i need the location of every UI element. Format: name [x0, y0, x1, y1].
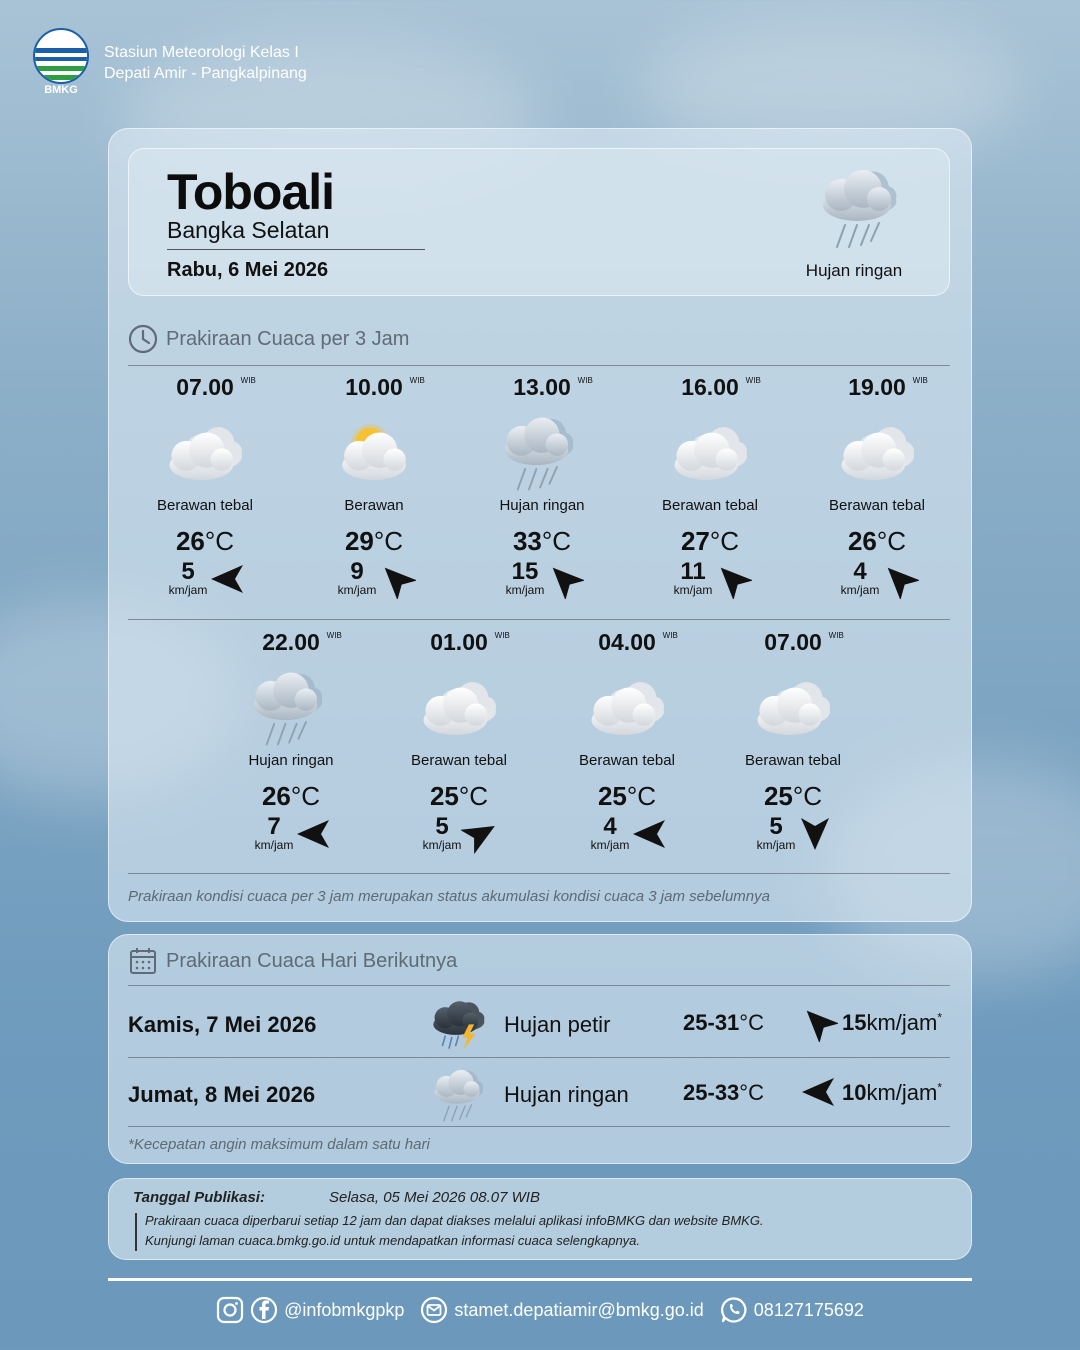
wind-direction-arrow-icon [629, 814, 669, 854]
hourly-slot [125, 374, 285, 599]
social-contact[interactable] [216, 1296, 404, 1324]
slot-condition: Hujan ringan [499, 497, 585, 514]
light-rain-icon [243, 666, 339, 750]
wind-unit: km/jam [590, 838, 630, 852]
day-wind: 15km/jam* [842, 1010, 943, 1035]
wind-unit: km/jam [254, 838, 294, 852]
slot-time: 19.00 WIB [848, 374, 928, 400]
wind-speed: 9 [350, 558, 364, 585]
slot-temperature: 26°C [175, 526, 235, 556]
station-line1: Stasiun Meteorologi Kelas I [104, 44, 299, 61]
daily-title-text: Prakiraan Cuaca Hari Berikutnya [166, 949, 458, 972]
slot-time: 10.00 WIB [345, 374, 425, 400]
hourly-section-title [128, 324, 409, 354]
slot-temperature: 33°C [512, 526, 572, 556]
wind-unit: km/jam [337, 583, 377, 597]
day-date: Kamis, 7 Mei 2026 [128, 1012, 317, 1037]
divider [128, 619, 950, 620]
slot-temperature: 27°C [680, 526, 740, 556]
email-icon [420, 1296, 448, 1324]
slot-time: 22.00 WIB [262, 629, 342, 655]
phone-number: 08127175692 [753, 1299, 864, 1320]
footer-divider [108, 1278, 972, 1281]
slot-time: 01.00 WIB [430, 629, 510, 655]
light-rain-icon [428, 1064, 494, 1126]
publication-date: Selasa, 05 Mei 2026 08.07 WIB [329, 1189, 540, 1206]
cloudy-icon [157, 411, 253, 495]
hourly-slot [462, 374, 622, 599]
logo-text: BMKG [44, 84, 78, 96]
wind-unit: km/jam [840, 583, 880, 597]
daily-row [128, 1058, 950, 1128]
wind-direction-arrow-icon [207, 559, 247, 599]
location-panel [128, 148, 950, 296]
slot-temperature: 29°C [344, 526, 404, 556]
wind-direction-arrow-icon [293, 814, 333, 854]
wind-speed: 5 [435, 813, 449, 840]
slot-wind [379, 814, 539, 854]
slot-wind [462, 559, 622, 599]
hourly-slot [797, 374, 957, 599]
day-temp-range: 25-31°C [683, 1010, 764, 1035]
slot-time: 07.00 WIB [764, 629, 844, 655]
cloudy-icon [662, 411, 758, 495]
slot-wind [294, 559, 454, 599]
wind-direction-arrow-icon [544, 559, 584, 599]
clock-icon [128, 324, 158, 354]
light-rain-icon [813, 163, 913, 253]
hourly-title-text: Prakiraan Cuaca per 3 Jam [166, 327, 410, 350]
divider [128, 873, 950, 874]
wind-direction-arrow-icon [798, 1072, 838, 1112]
slot-condition: Berawan tebal [829, 497, 925, 514]
day-condition: Hujan ringan [504, 1082, 629, 1107]
slot-time: 16.00 WIB [681, 374, 761, 400]
wind-speed: 5 [769, 813, 783, 840]
forecast-date: Rabu, 6 Mei 2026 [167, 259, 329, 281]
slot-condition: Berawan tebal [411, 752, 507, 769]
wind-direction-arrow-icon [461, 814, 501, 854]
light-rain-icon [494, 411, 590, 495]
social-handle: @infobmkgpkp [284, 1299, 405, 1320]
slot-time: 07.00 WIB [176, 374, 256, 400]
divider [167, 249, 425, 250]
hourly-slot [630, 374, 790, 599]
slot-wind [211, 814, 371, 854]
slot-wind [713, 814, 873, 854]
daily-section-title [128, 946, 457, 976]
day-wind: 10km/jam* [842, 1080, 943, 1105]
email-address: stamet.depatiamir@bmkg.go.id [454, 1299, 704, 1320]
daily-note: *Kecepatan angin maksimum dalam satu hari [128, 1136, 430, 1153]
publication-info-line1: Prakiraan cuaca diperbarui setiap 12 jam dan dapat diakses melalui aplikasi infoBMKG dan website BMKG. [145, 1213, 764, 1228]
wind-speed: 5 [181, 558, 195, 585]
wind-unit: km/jam [168, 583, 208, 597]
wind-speed: 4 [853, 558, 867, 585]
wind-direction-arrow-icon [879, 559, 919, 599]
partly-cloudy-icon [326, 411, 422, 495]
facebook-icon [250, 1296, 278, 1324]
day-temp-range: 25-33°C [683, 1080, 764, 1105]
slot-time: 13.00 WIB [513, 374, 593, 400]
slot-condition: Berawan tebal [745, 752, 841, 769]
region-name: Bangka Selatan [167, 217, 330, 243]
cloudy-icon [579, 666, 675, 750]
quote-bar [135, 1213, 137, 1251]
email-contact[interactable] [420, 1296, 703, 1324]
wind-speed: 15 [511, 558, 539, 585]
whatsapp-icon [720, 1296, 748, 1324]
divider [128, 985, 950, 986]
wind-speed: 7 [267, 813, 281, 840]
slot-temperature: 25°C [429, 781, 489, 811]
city-name: Toboali [167, 164, 335, 220]
wind-unit: km/jam [422, 838, 462, 852]
instagram-icon [216, 1296, 244, 1324]
wind-unit: km/jam [673, 583, 713, 597]
slot-condition: Berawan [344, 497, 404, 514]
wind-speed: 4 [603, 813, 617, 840]
cloudy-icon [829, 411, 925, 495]
wind-direction-arrow-icon [795, 814, 835, 854]
cloudy-icon [745, 666, 841, 750]
cloudy-icon [411, 666, 507, 750]
wind-direction-arrow-icon [798, 1002, 838, 1042]
current-condition: Hujan ringan [805, 261, 903, 280]
daily-row [128, 988, 950, 1058]
publication-label: Tanggal Publikasi: [133, 1189, 265, 1206]
wind-direction-arrow-icon [712, 559, 752, 599]
publication-info-line2: Kunjungi laman cuaca.bmkg.go.id untuk mendapatkan informasi cuaca selengkapnya. [145, 1233, 641, 1248]
station-line2: Depati Amir - Pangkalpinang [104, 65, 307, 82]
slot-temperature: 26°C [261, 781, 321, 811]
footer-contacts [0, 1296, 1080, 1324]
slot-time: 04.00 WIB [598, 629, 678, 655]
bmkg-logo [32, 28, 90, 98]
thunderstorm-icon [428, 994, 494, 1056]
wind-unit: km/jam [756, 838, 796, 852]
slot-condition: Berawan tebal [662, 497, 758, 514]
hourly-slot [294, 374, 454, 599]
divider [128, 365, 950, 366]
slot-condition: Hujan ringan [248, 752, 334, 769]
hourly-slot [379, 629, 539, 854]
brand-header [32, 28, 307, 98]
slot-condition: Berawan tebal [157, 497, 253, 514]
hourly-slot [547, 629, 707, 854]
hourly-slot [713, 629, 873, 854]
hourly-slot [211, 629, 371, 854]
station-name [104, 42, 307, 84]
hourly-note: Prakiraan kondisi cuaca per 3 jam merupakan status akumulasi kondisi cuaca 3 jam sebelumnya [128, 888, 770, 905]
wind-direction-arrow-icon [376, 559, 416, 599]
publication-panel [108, 1178, 972, 1260]
slot-condition: Berawan tebal [579, 752, 675, 769]
slot-temperature: 26°C [847, 526, 907, 556]
wind-unit: km/jam [505, 583, 545, 597]
wind-speed: 11 [680, 558, 706, 585]
slot-temperature: 25°C [597, 781, 657, 811]
slot-wind [630, 559, 790, 599]
calendar-icon [128, 946, 158, 976]
day-condition: Hujan petir [504, 1012, 611, 1037]
slot-wind [125, 559, 285, 599]
slot-wind [797, 559, 957, 599]
phone-contact[interactable] [720, 1296, 864, 1324]
day-date: Jumat, 8 Mei 2026 [128, 1082, 316, 1107]
slot-wind [547, 814, 707, 854]
slot-temperature: 25°C [763, 781, 823, 811]
